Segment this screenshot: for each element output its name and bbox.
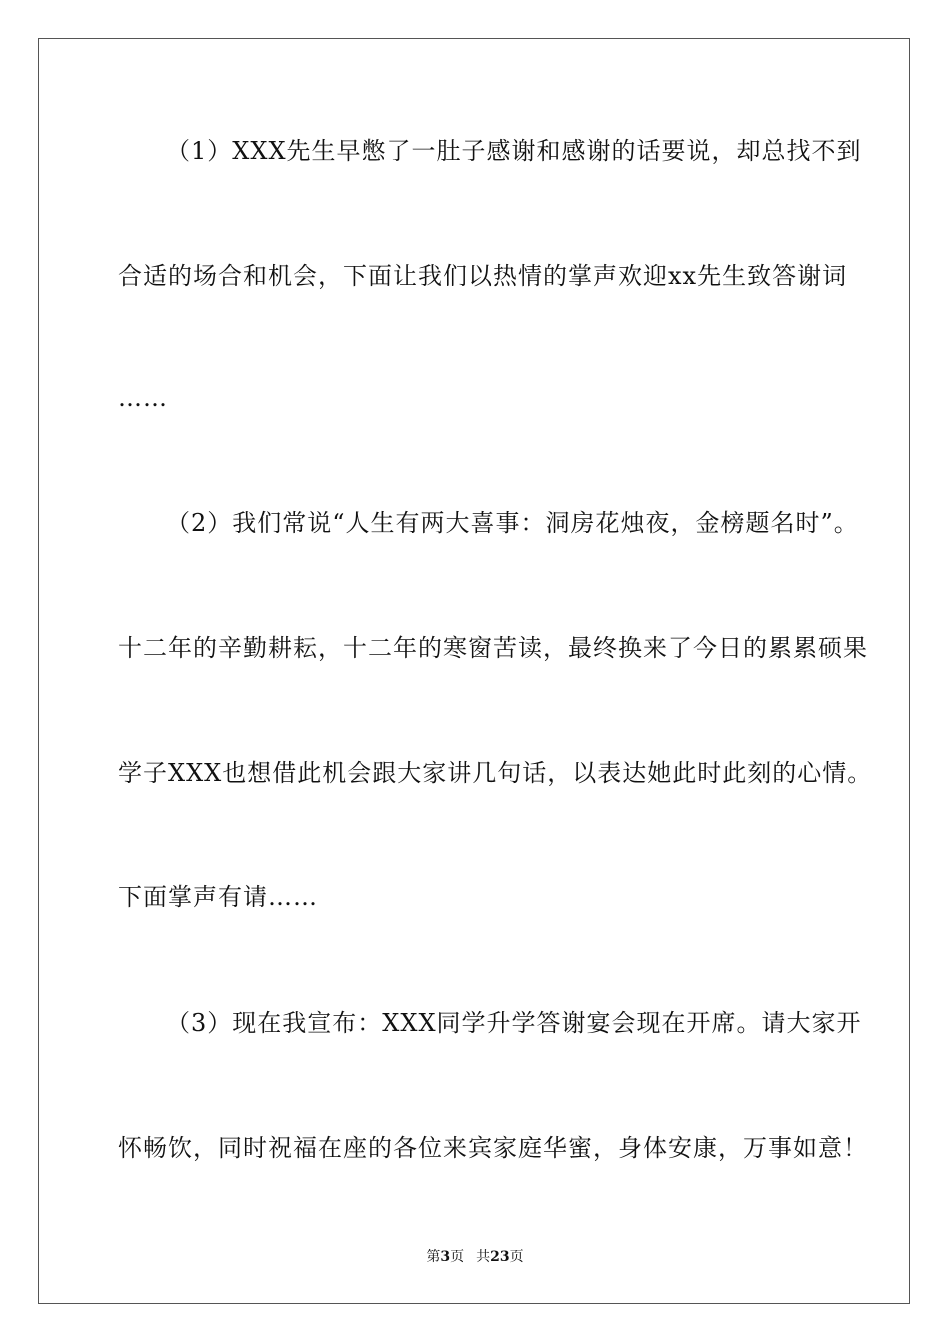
paragraph-2-line-2: 十二年的辛勤耕耘，十二年的寒窗苦读，最终换来了今日的累累硕果: [118, 634, 868, 662]
page-number: 3: [440, 1249, 451, 1265]
paragraph-2-line-3: 学子XXX也想借此机会跟大家讲几句话，以表达她此时此刻的心情。: [118, 759, 873, 787]
page-footer: [0, 1247, 950, 1267]
paragraph-3-line-2: 怀畅饮，同时祝福在座的各位来宾家庭华蜜，身体安康，万事如意！: [118, 1134, 868, 1162]
total-pages: 23: [490, 1249, 510, 1265]
total-prefix: 共: [476, 1249, 491, 1265]
paragraph-3-line-1: （3）现在我宣布：XXX同学升学答谢宴会现在开席。请大家开: [166, 1009, 862, 1037]
paragraph-1-line-1: （1）XXX先生早憋了一肚子感谢和感谢的话要说，却总找不到: [166, 137, 862, 165]
total-suffix: 页: [509, 1249, 524, 1265]
page-border: [38, 38, 910, 1304]
page-suffix: 页: [450, 1249, 465, 1265]
page-prefix: 第: [426, 1249, 441, 1265]
paragraph-1-line-2: 合适的场合和机会，下面让我们以热情的掌声欢迎xx先生致答谢词: [118, 262, 848, 290]
paragraph-2-line-1: （2）我们常说“人生有两大喜事：洞房花烛夜，金榜题名时”。: [166, 509, 859, 537]
paragraph-1-line-3: ……: [118, 384, 168, 412]
paragraph-2-line-4: 下面掌声有请……: [118, 883, 318, 911]
